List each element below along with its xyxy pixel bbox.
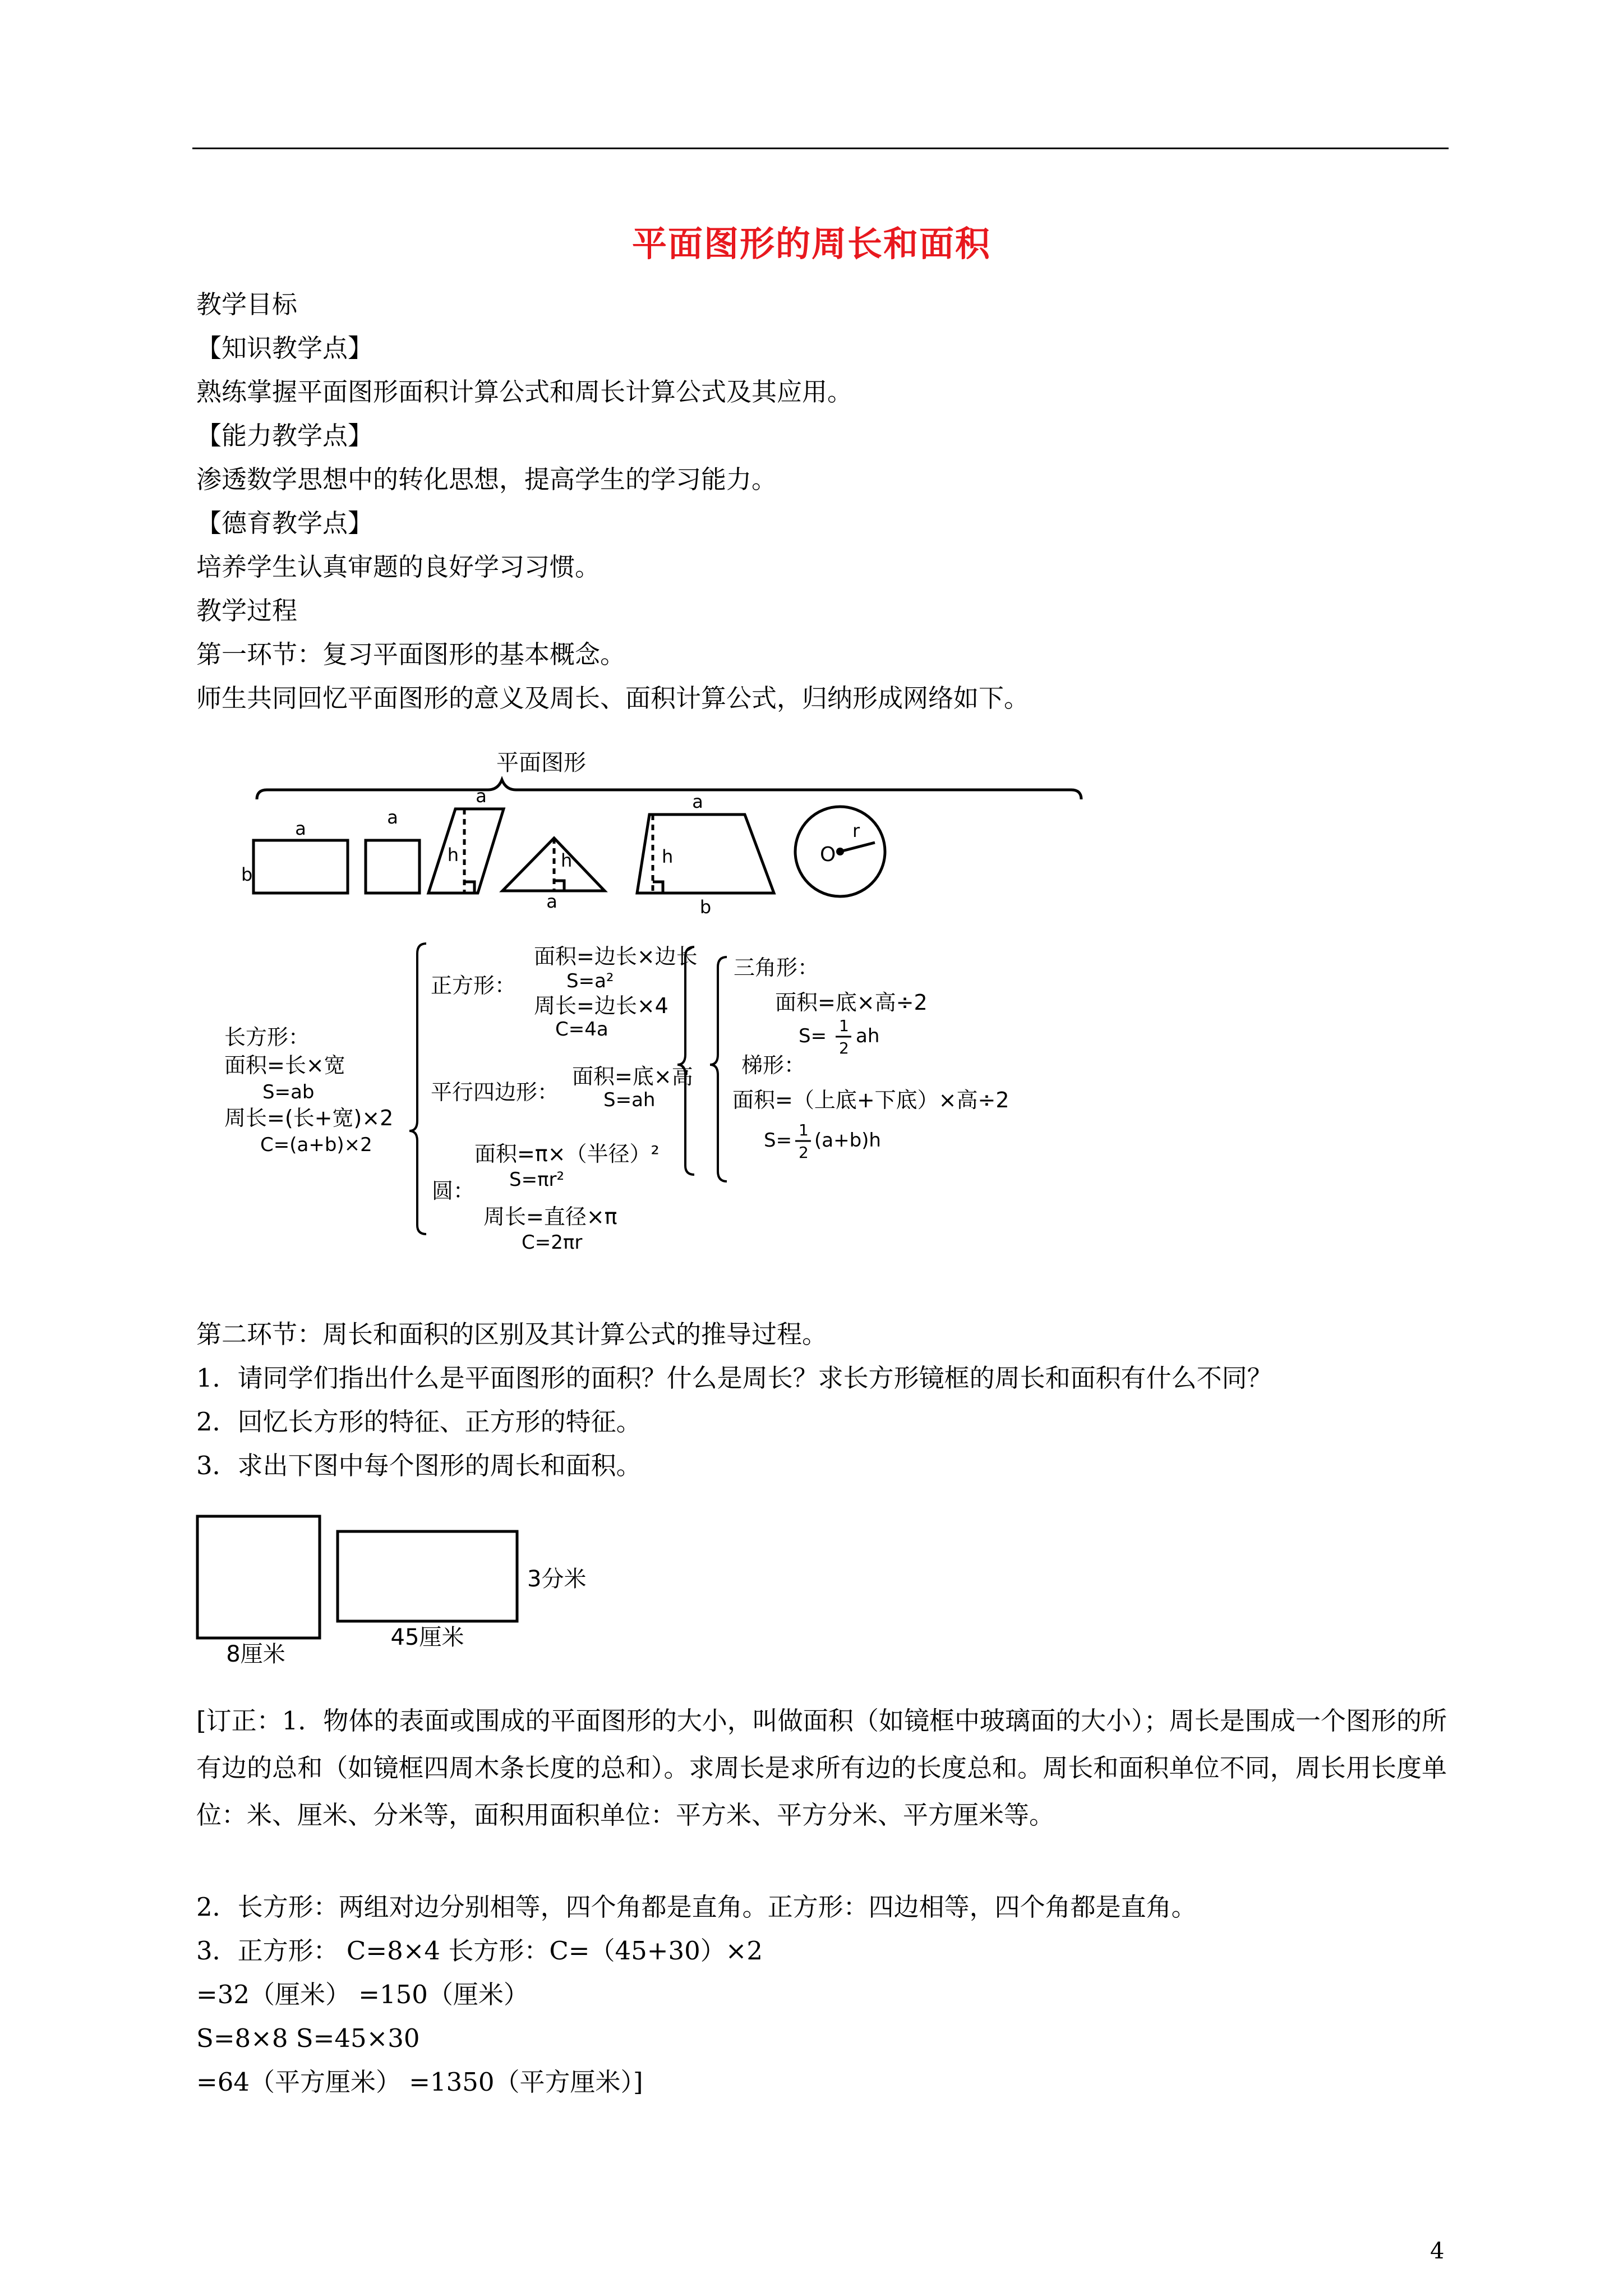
text-line: 熟练掌握平面图形面积计算公式和周长计算公式及其应用。 [196,377,853,407]
answer-paragraph: [订正：1．物体的表面或围成的平面图形的大小，叫做面积（如镜框中玻璃面的大小）；周长是围成一个图形的所有边的总和（如镜框四周木条长度的总和）。求周长是求所有边的长度总和。周长和面积单位不同，周长用长度单位：米、厘米、分米等，面积用面积单位：平方米、平方分米、平方厘米等。 [196,1706,1447,1830]
answer-line: 3．正方形： C=8×4 长方形：C=（45+30）×2 [196,1936,763,1966]
text-line: 【能力教学点】 [196,421,374,450]
parallelogram-name: 平行四边形： [431,1080,559,1105]
text-line: 渗透数学思想中的转化思想，提高学生的学习能力。 [196,464,777,494]
shapes-row [253,780,1081,896]
section2-line: 2．回忆长方形的特征、正方形的特征。 [196,1407,642,1437]
fraction-numerator: 1 [839,1016,849,1035]
square-name: 正方形： [431,973,517,998]
exercise-rectangle [338,1531,517,1621]
page-title: 平面图形的周长和面积 [631,223,991,264]
text-line: 师生共同回忆平面图形的意义及周长、面积计算公式，归纳形成网络如下。 [196,683,1030,713]
rect-area-formula: S=ab [262,1081,315,1103]
text-line: 【德育教学点】 [196,508,374,538]
rect-area: 面积=长×宽 [224,1053,345,1078]
square-area: 面积=边长×边长 [534,944,698,969]
parallelogram-top-label: a [476,785,487,807]
rect-perimeter: 周长=(长+宽)×2 [224,1106,394,1130]
circle-r-label: r [852,820,860,841]
triangle-area: 面积=底×高÷2 [775,990,928,1015]
trapezoid-top-label: a [692,791,703,812]
rect-name: 长方形： [224,1025,310,1050]
top-label: 平面图形 [496,750,586,776]
page-number: 4 [1430,2238,1445,2264]
text-line: 教学过程 [196,596,298,625]
text-line: 【知识教学点】 [196,333,374,363]
right-brace [677,947,694,1175]
circle-area-formula: S=πr² [509,1168,565,1191]
parallelogram-area: 面积=底×高 [572,1064,693,1089]
answer-line: S=8×8 S=45×30 [196,2023,420,2053]
rect-perimeter-formula: C=(a+b)×2 [260,1134,372,1156]
text-line: 教学目标 [196,289,298,319]
answer-line: 2．长方形：两组对边分别相等，四个角都是直角。正方形：四边相等，四个角都是直角。 [196,1892,1197,1922]
left-brace [409,944,426,1234]
section2-line: 第二环节：周长和面积的区别及其计算公式的推导过程。 [196,1319,828,1349]
text-line: 培养学生认真审题的良好学习习惯。 [196,552,601,582]
trapezoid-h-label: h [662,846,674,867]
section2-line: 3．求出下图中每个图形的周长和面积。 [196,1451,642,1480]
middle-brace [710,957,727,1181]
triangle-base-label: a [546,891,557,912]
trapezoid-base-label: b [699,896,712,918]
trapezoid-area: 面积=（上底+下底）×高÷2 [732,1088,1009,1112]
rect-top-label: a [295,818,306,839]
square-area-formula: S=a² [566,970,614,992]
square-side-label: 8厘米 [226,1641,285,1667]
circle-name: 圆： [432,1179,475,1203]
answer-line: =32（厘米） =150（厘米） [196,1980,529,2009]
rect-bottom-label: 45厘米 [390,1625,464,1650]
section2-line: 1．请同学们指出什么是平面图形的面积？什么是周长？求长方形镜框的周长和面积有什么不同？ [196,1363,1272,1393]
circle-area: 面积=π×（半径）² [474,1142,660,1166]
trapezoid-formula: (a+b)h [814,1129,881,1152]
trapezoid-s: S= [764,1129,792,1152]
triangle-ah: ah [856,1025,880,1047]
rect-side-label: b [241,864,253,885]
square-top-label: a [387,807,398,828]
circle-perimeter-formula: C=2πr [522,1231,583,1254]
parallelogram-area-formula: S=ah [603,1089,656,1111]
text-line: 第一环节：复习平面图形的基本概念。 [196,639,626,669]
exercise-figures [0,1503,673,1683]
trapezoid-name: 梯形： [741,1053,806,1078]
fraction-denominator: 2 [839,1039,849,1057]
answer-line: =64（平方厘米） =1350（平方厘米）] [196,2067,643,2097]
rect-side-label: 3分米 [527,1566,587,1592]
circle-center-label: O [820,843,836,866]
parallelogram-h-label: h [447,844,459,866]
square-perimeter-formula: C=4a [555,1018,608,1041]
square-perimeter: 周长=边长×4 [534,993,668,1018]
triangle-s: S= [799,1025,827,1047]
circle-perimeter: 周长=直径×π [483,1204,617,1229]
exercise-square [197,1516,320,1638]
triangle-h-label: h [561,850,573,871]
triangle-name: 三角形： [734,955,819,980]
fraction-denominator: 2 [799,1143,809,1162]
fraction-numerator: 1 [799,1121,809,1139]
